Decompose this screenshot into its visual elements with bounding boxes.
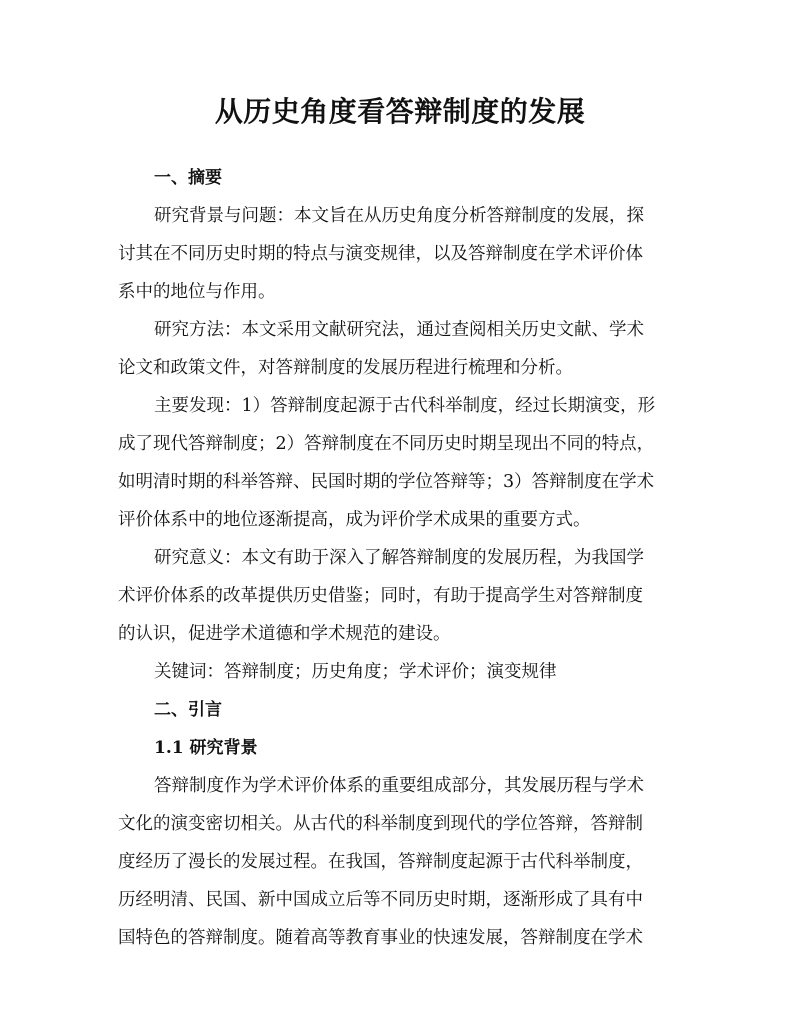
- keywords-line: 关键词：答辩制度；历史角度；学术评价；演变规律: [154, 662, 557, 682]
- section-heading-introduction: 二、引言: [154, 700, 222, 720]
- paragraph-line: 国特色的答辩制度。随着高等教育事业的快速发展，答辩制度在学术: [118, 928, 643, 948]
- paragraph-line: 成了现代答辩制度；2）答辩制度在不同历史时期呈现出不同的特点，: [118, 434, 655, 454]
- paragraph-line: 答辩制度作为学术评价体系的重要组成部分，其发展历程与学术: [154, 776, 644, 796]
- paragraph-introduction-background: [118, 767, 682, 957]
- paragraph-line: 研究方法：本文采用文献研究法，通过查阅相关历史文献、学术: [154, 320, 644, 340]
- paragraph-line: 论文和政策文件，对答辩制度的发展历程进行梳理和分析。: [118, 358, 573, 378]
- paragraph-line: 讨其在不同历史时期的特点与演变规律，以及答辩制度在学术评价体: [118, 244, 643, 264]
- paragraph-keywords: [118, 653, 682, 691]
- paragraph-line: 如明清时期的科举答辩、民国时期的学位答辩等；3）答辩制度在学术: [118, 472, 655, 492]
- paragraph-main-findings: [118, 387, 682, 539]
- section-heading-abstract: 一、摘要: [154, 168, 222, 188]
- paragraph-research-significance: [118, 539, 682, 653]
- document-title: 从历史角度看答辩制度的发展: [214, 95, 586, 128]
- paragraph-line: 系中的地位与作用。: [118, 282, 276, 302]
- paragraph-line: 历经明清、民国、新中国成立后等不同历史时期，逐渐形成了具有中: [118, 890, 643, 910]
- paragraph-research-method: [118, 311, 682, 387]
- paragraph-line: 研究意义：本文有助于深入了解答辩制度的发展历程，为我国学: [154, 548, 644, 568]
- paragraph-line: 度经历了漫长的发展过程。在我国，答辩制度起源于古代科举制度，: [118, 852, 643, 872]
- paragraph-research-background: [118, 197, 682, 311]
- paragraph-line: 文化的演变密切相关。从古代的科举制度到现代的学位答辩，答辩制: [118, 814, 643, 834]
- paragraph-line: 主要发现：1）答辩制度起源于古代科举制度，经过长期演变，形: [154, 396, 656, 416]
- paragraph-line: 的认识，促进学术道德和学术规范的建设。: [118, 624, 451, 644]
- paragraph-line: 术评价体系的改革提供历史借鉴；同时，有助于提高学生对答辩制度: [118, 586, 643, 606]
- paragraph-line: 研究背景与问题：本文旨在从历史角度分析答辩制度的发展，探: [154, 206, 644, 226]
- paragraph-line: 评价体系中的地位逐渐提高，成为评价学术成果的重要方式。: [118, 510, 591, 530]
- subsection-heading-research-background: 1.1 研究背景: [154, 738, 258, 758]
